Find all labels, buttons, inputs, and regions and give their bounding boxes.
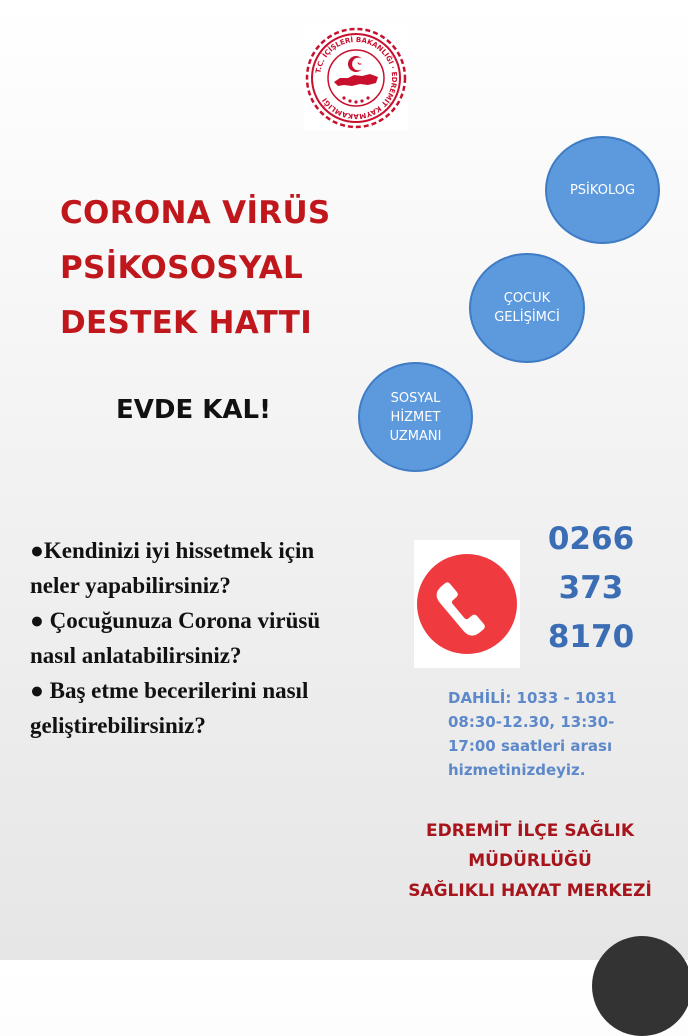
question-line: geliştirebilirsiniz? (30, 713, 206, 738)
service-hours (448, 686, 678, 782)
svg-text:T.C. İÇİŞLERİ BAKANLIĞI · EDRE: T.C. İÇİŞLERİ BAKANLIĞI · EDREMİT KAYMAKAMLIĞI (314, 35, 399, 121)
service-circle-child-development (469, 253, 585, 363)
ministry-seal-logo (304, 26, 408, 130)
question-line: ● Baş etme becerilerini nasıl (30, 678, 309, 703)
service-label: ÇOCUK (503, 291, 551, 306)
question-line: ●Kendinizi iyi hissetmek için (30, 538, 315, 563)
headline (60, 186, 331, 351)
phone-number-line: 0266 (547, 521, 635, 557)
headline-line-1: CORONA VİRÜS (60, 195, 331, 231)
service-label: HİZMET (390, 409, 441, 425)
phone-number-line: 373 (558, 570, 624, 606)
question-line: nasıl anlatabilirsiniz? (30, 643, 242, 668)
headline-line-2: PSİKOSOSYAL (60, 250, 304, 286)
service-label: GELİŞİMCİ (494, 310, 560, 325)
phone-handset-icon (414, 540, 520, 668)
service-label: PSİKOLOG (569, 182, 636, 198)
hours-line: DAHİLİ: 1033 - 1031 (448, 689, 617, 707)
footer-line: SAĞLIKLI HAYAT MERKEZİ (408, 881, 652, 901)
hours-line: 17:00 saatleri arası (448, 737, 613, 755)
phone-number-line: 8170 (547, 619, 635, 655)
service-circle-psychologist (545, 136, 660, 244)
corner-overlay-button[interactable] (592, 936, 688, 1036)
service-label: UZMANI (389, 428, 442, 444)
phone-number (528, 515, 654, 662)
footer-line: MÜDÜRLÜĞÜ (468, 851, 592, 871)
service-label: SOSYAL (390, 390, 441, 406)
headline-line-3: DESTEK HATTI (60, 305, 313, 341)
question-line: neler yapabilirsiniz? (30, 573, 231, 598)
hours-line: 08:30-12.30, 13:30- (448, 713, 615, 731)
service-circle-social-worker (358, 362, 473, 472)
question-line: ● Çocuğunuza Corona virüsü (30, 608, 321, 633)
hours-line: hizmetinizdeyiz. (448, 761, 586, 779)
stay-home-slogan: EVDE KAL! (116, 395, 271, 425)
organization-footer (370, 816, 688, 906)
question-list (30, 533, 410, 743)
footer-line: EDREMİT İLÇE SAĞLIK (425, 821, 635, 841)
